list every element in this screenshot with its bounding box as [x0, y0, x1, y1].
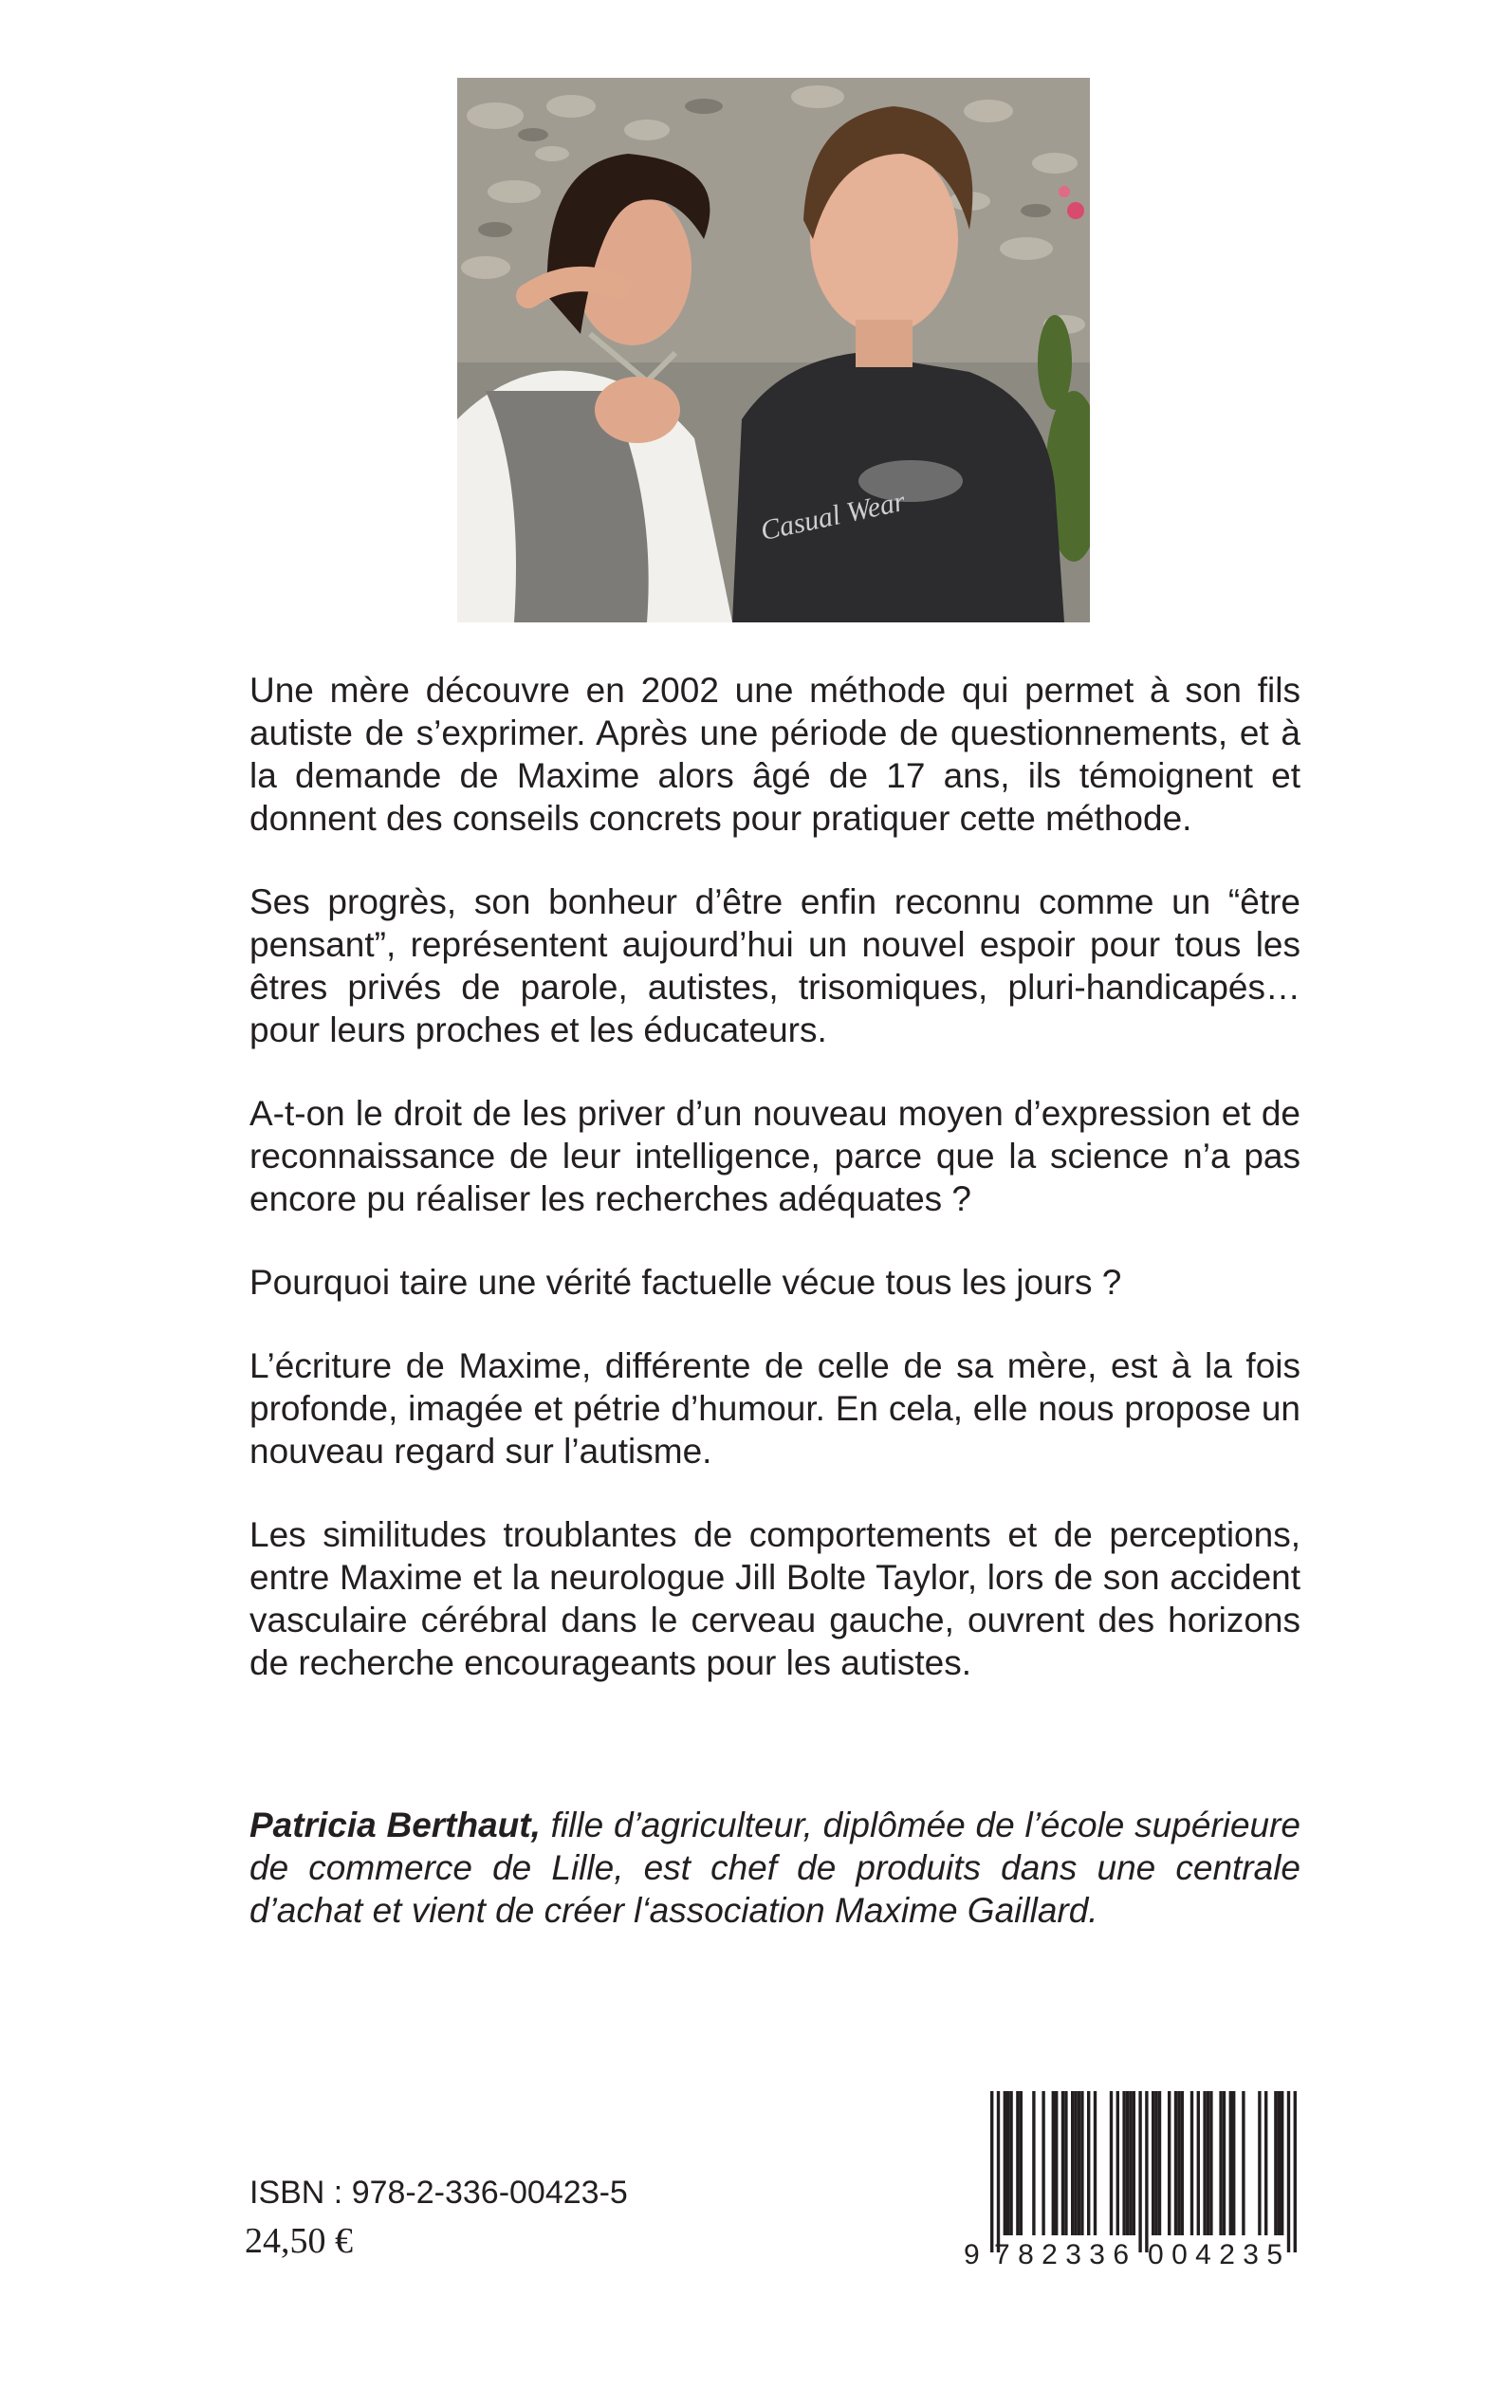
blurb-paragraph: L’écriture de Maxime, différente de celle de sa mère, est à la fois profonde, imagée et pétrie d’humour. En cela, elle nous propose un nouveau regard sur l’autisme. — [249, 1346, 1300, 1471]
author-bio — [249, 1804, 1300, 1932]
barcode-bar — [1258, 2091, 1261, 2235]
barcode-bar — [1087, 2091, 1090, 2235]
barcode-bar — [1133, 2091, 1135, 2235]
barcode-bar — [1006, 2091, 1009, 2235]
barcode-bar — [1052, 2091, 1055, 2235]
barcode-guard-bar — [1145, 2091, 1148, 2252]
barcode-guard-bar — [1287, 2091, 1290, 2252]
back-cover-blurb — [249, 669, 1300, 1725]
barcode-guard-bar — [1138, 2091, 1141, 2252]
barcode-bar — [1264, 2091, 1267, 2235]
barcode-bar — [1061, 2091, 1064, 2235]
barcode-bar — [1177, 2091, 1180, 2235]
blurb-paragraph: Ses progrès, son bonheur d’être enfin reconnu comme un “être pensant”, représentent aujourd’hui un nouvel espoir pour tous les êtres privés de parole, autistes, trisomiques, pluri-handicapés… pour leurs proches et les éducateurs. — [249, 882, 1300, 1049]
isbn: ISBN : 978-2-336-00423-5 — [249, 2175, 628, 2211]
barcode-bar — [1032, 2091, 1035, 2235]
barcode-bar — [1174, 2091, 1177, 2235]
barcode-bar — [1094, 2091, 1097, 2235]
barcode-bar — [1004, 2091, 1006, 2235]
cover-photo — [457, 78, 1090, 622]
barcode-bars — [990, 2091, 1297, 2252]
barcode-bar — [1190, 2091, 1193, 2235]
barcode-left-digits: 782336 — [994, 2239, 1129, 2266]
blurb-paragraph: Les similitudes troublantes de comportements et de perceptions, entre Maxime et la neurologue Jill Bolte Taylor, lors de son accident vasculaire cérébral dans le cerveau gauche, ouvrent des horizons de recherche encourageants pour les autistes. — [249, 1515, 1300, 1682]
barcode-bar — [1181, 2091, 1184, 2235]
barcode-bar — [1223, 2091, 1226, 2235]
barcode-bar — [1197, 2091, 1200, 2235]
barcode-bar — [1154, 2091, 1157, 2235]
barcode-bar — [1158, 2091, 1161, 2235]
barcode-right-digits: 004235 — [1148, 2239, 1282, 2266]
barcode-bar — [1020, 2091, 1023, 2235]
barcode-bar — [1274, 2091, 1277, 2235]
photo-mother-son-icon — [457, 78, 1090, 622]
price: 24,50 € — [245, 2221, 353, 2261]
barcode-bar — [1229, 2091, 1232, 2235]
barcode-bar — [1064, 2091, 1067, 2235]
barcode-first-digit: 9 — [964, 2239, 980, 2266]
barcode-bar — [1242, 2091, 1245, 2235]
barcode-guard-bar — [1294, 2091, 1297, 2252]
barcode-bar — [1281, 2091, 1283, 2235]
barcode-guard-bar — [997, 2091, 1000, 2252]
barcode-bar — [1110, 2091, 1113, 2235]
barcode-bar — [1168, 2091, 1171, 2235]
barcode-bar — [1207, 2091, 1209, 2235]
barcode-bar — [1122, 2091, 1125, 2235]
barcode-bar — [1116, 2091, 1119, 2235]
barcode-bar — [1203, 2091, 1206, 2235]
barcode-bar — [1278, 2091, 1281, 2235]
author-name: Patricia Berthaut, — [249, 1806, 541, 1844]
blurb-paragraph: Une mère découvre en 2002 une méthode qui permet à son fils autiste de s’exprimer. Après une période de questionnements, et à la demande de Maxime alors âgé de 17 ans, ils témoignent et donnent des conseils concrets pour pratiquer cette méthode. — [249, 671, 1300, 838]
barcode-bar — [1016, 2091, 1019, 2235]
barcode-bar — [1074, 2091, 1077, 2235]
barcode-bar — [1042, 2091, 1044, 2235]
shirt-text: Casual Wear — [757, 485, 909, 547]
barcode-bar — [1126, 2091, 1129, 2235]
barcode-bar — [1152, 2091, 1154, 2235]
barcode-bar — [1055, 2091, 1058, 2235]
barcode-bar — [1071, 2091, 1074, 2235]
barcode-bar — [1219, 2091, 1222, 2235]
blurb-paragraph: Pourquoi taire une vérité factuelle vécue tous les jours ? — [249, 1263, 1122, 1302]
barcode-guard-bar — [990, 2091, 993, 2252]
barcode-bar — [1078, 2091, 1080, 2235]
barcode-bar — [1209, 2091, 1212, 2235]
author-description: fille d’agriculteur, diplômée de l’école supérieure de commerce de Lille, est chef de produits dans une centrale d’achat et vient de créer l‘association Maxime Gaillard. — [249, 1806, 1300, 1930]
blurb-paragraph: A-t-on le droit de les priver d’un nouveau moyen d’expression et de reconnaissance de leur intelligence, parce que la science n’a pas encore pu réaliser les recherches adéquates ? — [249, 1094, 1300, 1218]
barcode-bar — [1129, 2091, 1132, 2235]
barcode-bar — [1009, 2091, 1012, 2235]
barcode — [962, 2091, 1302, 2266]
barcode-bar — [1232, 2091, 1235, 2235]
barcode-bar — [1080, 2091, 1083, 2235]
